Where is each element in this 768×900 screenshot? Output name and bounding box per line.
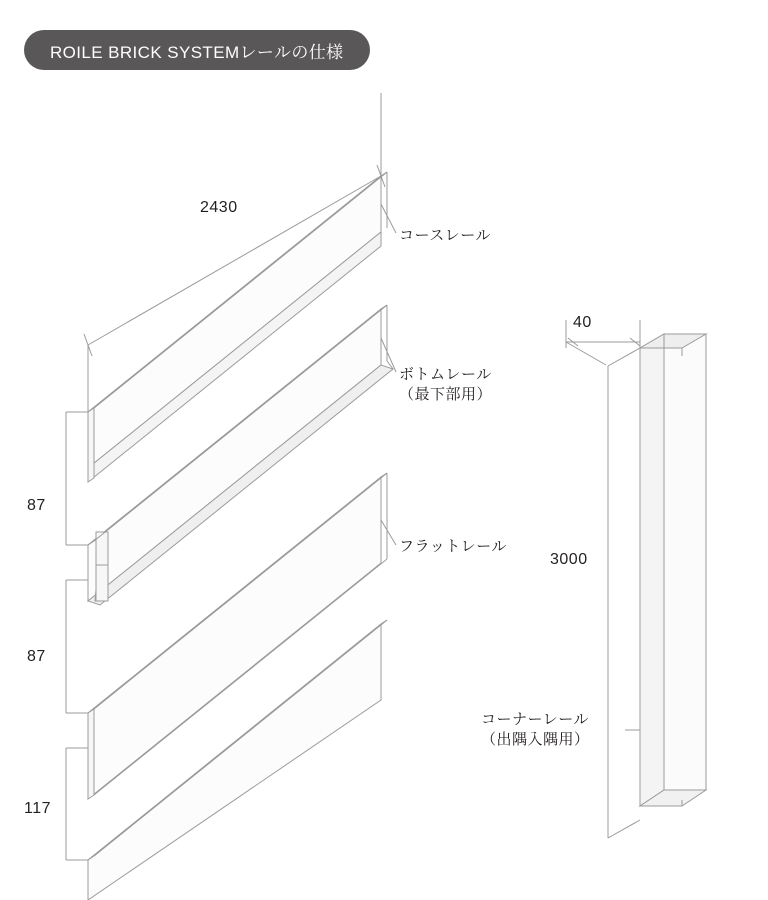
corner-rail-left-face [640, 334, 664, 806]
dimension-corner-rail-length: 3000 [550, 551, 588, 568]
part-label-course-rail: コースレール [399, 227, 491, 244]
flat-rail-end-cap [88, 709, 94, 799]
part-label-corner-rail-group [481, 710, 590, 751]
dimension-corner-rail-width: 40 [573, 314, 592, 331]
leader-course-rail [381, 204, 396, 233]
extension-corner-top [608, 348, 640, 366]
extension-corner-bottom [608, 820, 640, 838]
part-label-bottom-rail: ボトムレール [399, 366, 492, 383]
page-title: ROILE BRICK SYSTEMレールの仕様 [24, 30, 370, 70]
dimension-rail-length: 2430 [200, 199, 238, 216]
part-label-bottom-rail-sub: （最下部用） [399, 386, 493, 404]
part-label-corner-rail: コーナーレール [481, 711, 589, 728]
part-label-bottom-rail-group [399, 365, 492, 406]
leader-flat-rail [381, 520, 396, 545]
course-rail-end-cap [88, 408, 94, 482]
dimension-flat-rail-height: 117 [24, 800, 52, 817]
dimension-bottom-rail-height: 87 [27, 648, 46, 665]
course-rail-face [88, 176, 381, 468]
corner-rail-right-face [664, 334, 706, 790]
part-label-corner-rail-sub: （出隅入隅用） [481, 731, 590, 749]
dimension-course-rail-height: 87 [27, 497, 46, 514]
extension-corner-diag [566, 342, 606, 365]
bottom-rail-leg-body [96, 532, 108, 601]
part-label-flat-rail: フラットレール [399, 538, 507, 555]
